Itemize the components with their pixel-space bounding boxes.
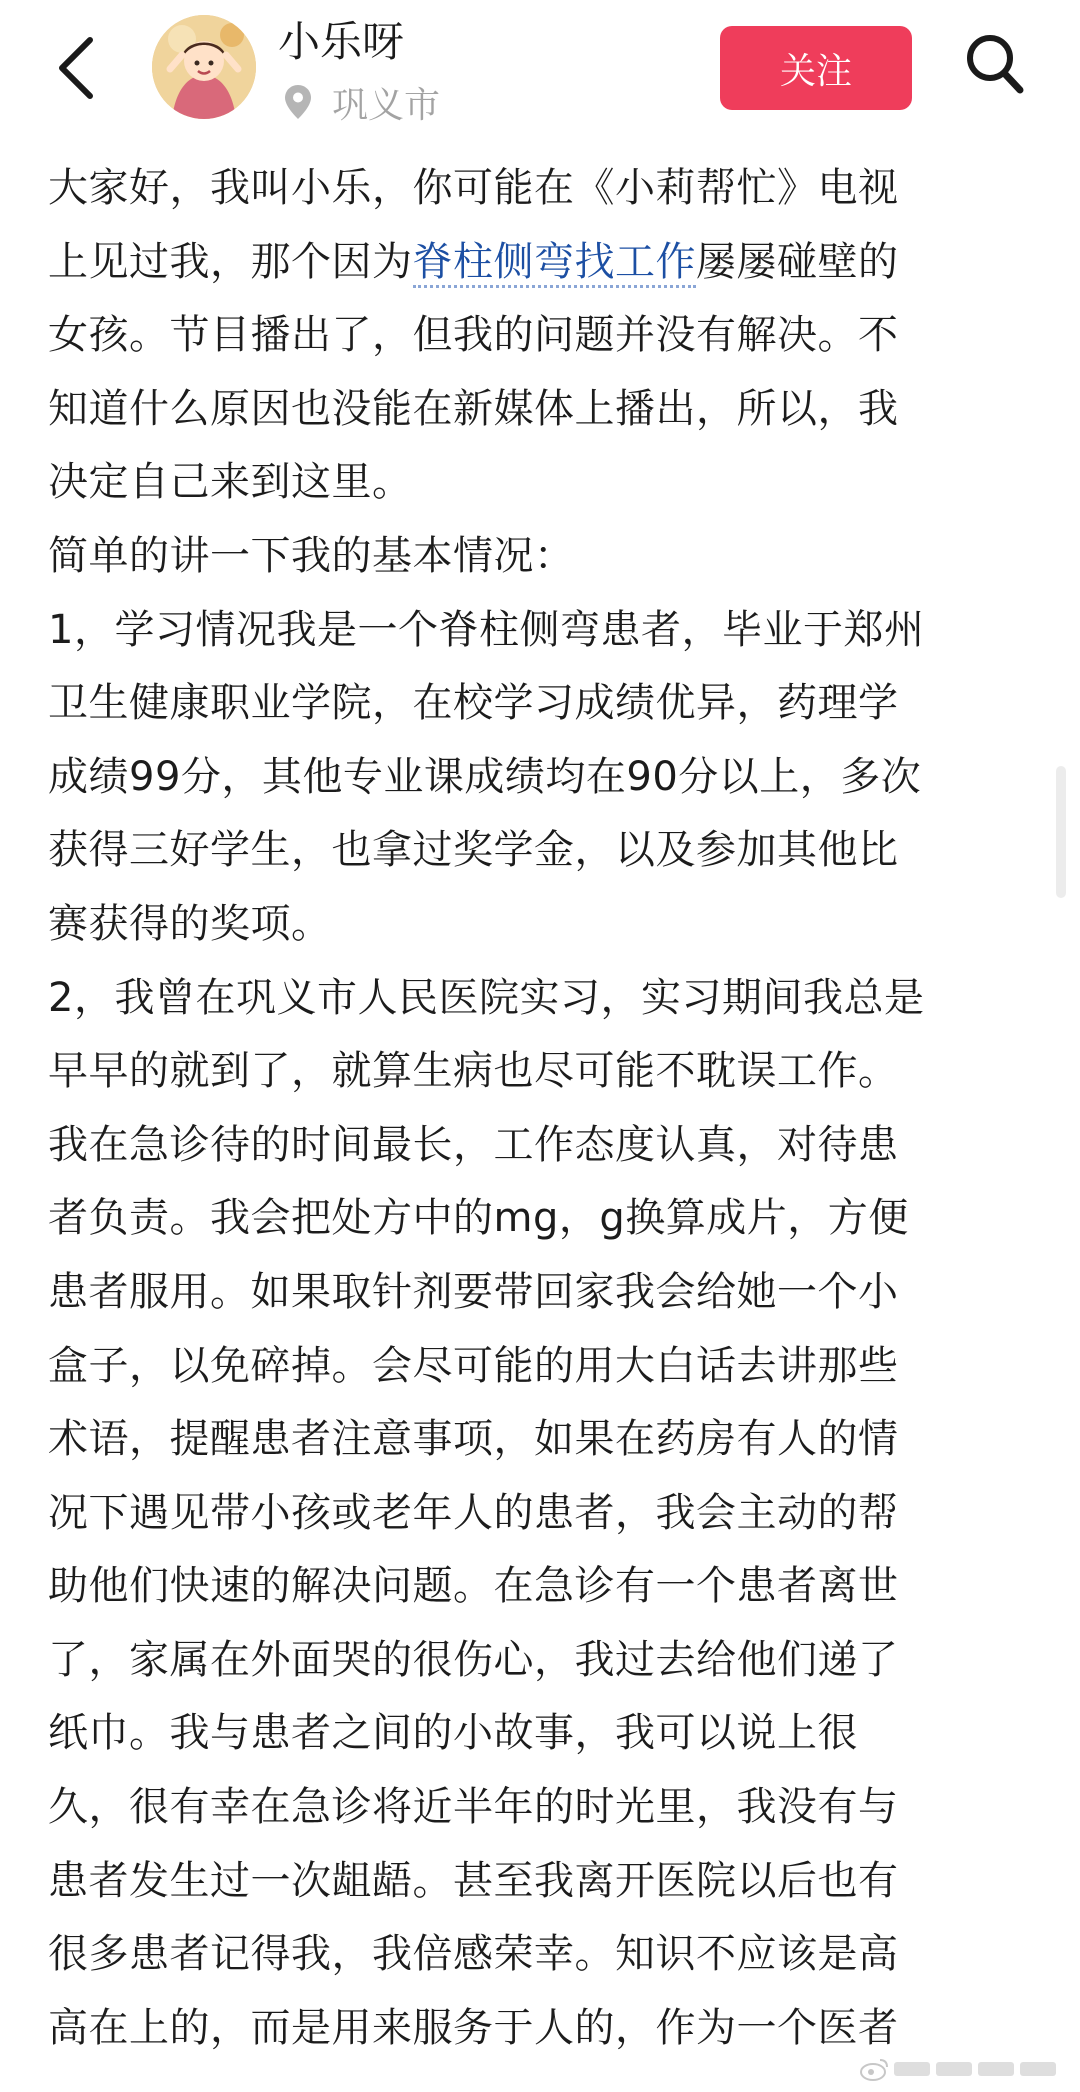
post-text-line [48, 1035, 1030, 1109]
post-text-line [48, 1771, 1030, 1845]
avatar[interactable] [152, 15, 256, 119]
post-text: 很多患者记得我，我倍感荣幸。知识不应该是高 [48, 1931, 899, 1978]
post-text: 者负责。我会把处方中的mg，g换算成片，方便 [48, 1195, 909, 1242]
post-text: 卫生健康职业学院，在校学习成绩优异，药理学 [48, 680, 899, 727]
post-text-line [48, 152, 1030, 226]
post-text-line [48, 1477, 1030, 1551]
post-text: 成绩99分，其他专业课成绩均在90分以上，多次 [48, 753, 922, 800]
post-text-line [48, 1845, 1030, 1919]
post-text: 2，我曾在巩义市人民医院实习，实习期间我总是 [48, 974, 925, 1021]
post-text: 高在上的，而是用来服务于人的，作为一个医者 [48, 2004, 899, 2051]
search-icon [962, 28, 1028, 100]
avatar-image [152, 15, 256, 119]
location-info [284, 78, 440, 126]
post-text-line [48, 1109, 1030, 1183]
post-content [48, 152, 1030, 2065]
watermark [860, 2052, 1070, 2086]
location-pin-icon [284, 84, 312, 120]
scrollbar[interactable] [1056, 766, 1066, 898]
post-text: 上见过我，那个因为 [48, 238, 413, 285]
post-text: 助他们快速的解决问题。在急诊有一个患者离世 [48, 1563, 899, 1610]
post-text: 女孩。节目播出了，但我的问题并没有解决。不 [48, 312, 899, 359]
post-text: 了，家属在外面哭的很伤心，我过去给他们递了 [48, 1636, 899, 1683]
topic-link[interactable]: 脊柱侧弯找工作 [413, 239, 697, 288]
post-text-line [48, 1403, 1030, 1477]
post-text-line [48, 1697, 1030, 1771]
post-text-line [48, 814, 1030, 888]
post-text-line [48, 667, 1030, 741]
post-text-line [48, 520, 1030, 594]
follow-button[interactable]: 关注 [720, 26, 912, 110]
post-text: 早早的就到了，就算生病也尽可能不耽误工作。 [48, 1048, 899, 1095]
weibo-logo-icon [860, 2056, 890, 2082]
post-text-line [48, 962, 1030, 1036]
location-text: 巩义市 [332, 84, 441, 126]
post-text: 术语，提醒患者注意事项，如果在药房有人的情 [48, 1416, 899, 1463]
back-button[interactable] [48, 30, 108, 106]
post-text-line [48, 373, 1030, 447]
post-text: 患者发生过一次龃龉。甚至我离开医院以后也有 [48, 1857, 899, 1904]
post-text: 患者服用。如果取针剂要带回家我会给她一个小 [48, 1268, 899, 1315]
post-text: 赛获得的奖项。 [48, 900, 332, 947]
post-text: 久，很有幸在急诊将近半年的时光里，我没有与 [48, 1784, 899, 1831]
post-text: 1，学习情况我是一个脊柱侧弯患者，毕业于郑州 [48, 606, 925, 653]
post-text-line [48, 1330, 1030, 1404]
post-text: 获得三好学生，也拿过奖学金，以及参加其他比 [48, 827, 899, 874]
post-text: 屡屡碰壁的 [696, 238, 899, 285]
post-text-line [48, 1182, 1030, 1256]
post-text: 简单的讲一下我的基本情况： [48, 532, 575, 579]
post-text: 纸巾。我与患者之间的小故事，我可以说上很 [48, 1710, 858, 1757]
search-button[interactable] [962, 28, 1028, 100]
top-bar [0, 0, 1080, 140]
post-text-line [48, 1918, 1030, 1992]
post-text-line [48, 446, 1030, 520]
post-text: 盒子，以免碎掉。会尽可能的用大白话去讲那些 [48, 1342, 899, 1389]
post-text: 我在急诊待的时间最长，工作态度认真，对待患 [48, 1121, 899, 1168]
post-text-line [48, 1256, 1030, 1330]
post-text: 知道什么原因也没能在新媒体上播出，所以，我 [48, 385, 899, 432]
watermark-scribble [890, 2056, 1060, 2082]
post-text-line [48, 226, 1030, 300]
chevron-left-icon [48, 30, 108, 106]
post-text: 大家好，我叫小乐，你可能在《小莉帮忙》电视 [48, 165, 899, 211]
post-text-line [48, 1624, 1030, 1698]
post-text-line [48, 594, 1030, 668]
author-name[interactable]: 小乐呀 [278, 17, 405, 66]
post-text: 决定自己来到这里。 [48, 459, 413, 506]
post-text-line [48, 888, 1030, 962]
post-text: 况下遇见带小孩或老年人的患者，我会主动的帮 [48, 1489, 899, 1536]
post-text-line [48, 299, 1030, 373]
post-text-line [48, 1550, 1030, 1624]
post-text-line [48, 741, 1030, 815]
